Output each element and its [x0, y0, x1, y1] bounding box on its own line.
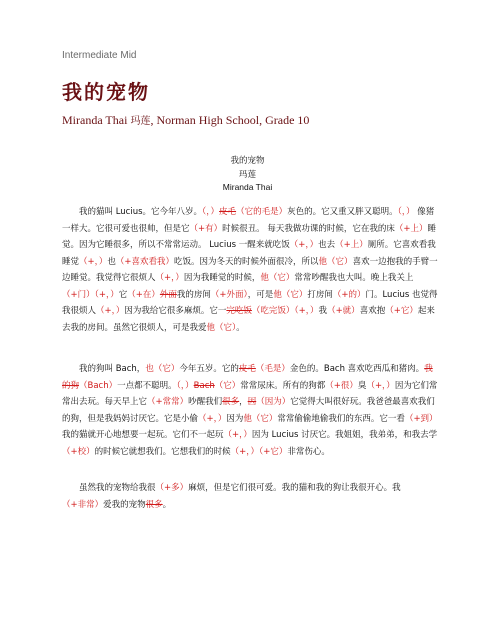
correction-insert: （+喜欢看我） — [115, 256, 175, 267]
essay-text: 它觉得大叫很好玩。我爸爸最喜欢我们的狗，但是我妈妈讨厌它。它是小偷 — [62, 397, 435, 424]
document-title: 我的宠物 — [62, 80, 150, 104]
essay-author-chinese: 玛莲 — [238, 170, 256, 180]
essay-text: 非常伤心。 — [287, 446, 330, 457]
essay-text: 一点都不聪明。 — [117, 380, 177, 391]
essay-text: 的时候它就想我们。它想我们的时候 — [94, 446, 231, 457]
correction-insert: （+常常） — [147, 397, 189, 407]
author-line — [62, 112, 309, 128]
essay-text: 金色的。Bach 喜欢吃西瓜和猪肉。 — [289, 364, 425, 374]
correction-insert: （+上） — [335, 240, 368, 250]
essay-text: 像猪一样大。它很可爱也很帅，但是它 — [62, 207, 435, 234]
paragraph-conclusion — [62, 480, 438, 513]
correction-deleted: 皮毛 — [238, 364, 256, 374]
essay-text: 它 — [118, 289, 128, 300]
essay-title: 我的宠物 — [230, 156, 265, 166]
correction-deleted: 我的狗 — [62, 364, 433, 391]
correction-insert: （+，） — [155, 273, 184, 283]
correction-insert: （，） — [176, 380, 194, 391]
correction-deleted: 很多 — [222, 397, 240, 407]
essay-text: 常常尿床。所有的狗都 — [240, 380, 326, 391]
essay-text: 虽然我的宠物给我很 — [79, 483, 156, 493]
essay-text: ，可是 — [247, 289, 274, 300]
essay-text: 我的猫叫 Lucius。它今年八岁。 — [79, 207, 203, 217]
essay-text: 吃饭。因为冬天的时候外面很冷，所以 — [174, 256, 319, 267]
correction-insert: （+，）（+它） — [230, 446, 288, 457]
correction-deleted: 外面 — [159, 289, 177, 300]
essay-text: 常常吵醒我也大叫。晚上我关上 — [294, 273, 414, 283]
author-name: Miranda Thai — [62, 113, 128, 127]
essay-text: 常常偷偷地偷我们的东西。它一看 — [277, 413, 405, 424]
correction-insert: （吃完饭）（+，） — [251, 306, 319, 316]
correction-insert: 也（它） — [145, 364, 180, 374]
correction-insert: 他（它） — [260, 273, 295, 283]
essay-text: 灰色的。它又重又胖又聪明。 — [287, 207, 398, 217]
correction-insert: （+它） — [385, 306, 418, 316]
correction-insert: 他（它） — [273, 289, 308, 300]
correction-deleted: 完吃饭 — [226, 306, 252, 316]
essay-text: 也 — [107, 256, 116, 267]
essay-text: 因为 — [226, 413, 244, 424]
essay-text: 。 — [236, 322, 245, 333]
correction-insert: （+，） — [223, 430, 252, 440]
essay-text: 我 — [318, 306, 328, 316]
essay-text: 因为它们常常出去玩。每天早上它 — [62, 380, 438, 407]
paragraph-cat — [62, 204, 438, 336]
correction-deleted: 皮毛 — [219, 207, 237, 217]
essay-text: 门。Lucius 也觉得我很烦人 — [62, 289, 438, 316]
essay-text: 今年五岁。它的 — [179, 364, 239, 374]
correction-insert: （+，） — [79, 256, 108, 267]
correction-insert: （+校） — [62, 446, 95, 457]
correction-insert: 他（它） — [206, 322, 237, 333]
essay-author-english: Miranda Thai — [222, 182, 273, 192]
paragraph-dog — [62, 361, 438, 460]
correction-deleted: 很多 — [145, 499, 163, 510]
correction-insert: （+，） — [366, 380, 395, 391]
correction-insert: （+非常） — [62, 499, 104, 510]
correction-insert: （因为） — [256, 397, 291, 407]
essay-text: 吵醒我们 — [188, 397, 223, 407]
correction-insert: （+的） — [332, 289, 366, 300]
correction-insert: （+，） — [289, 240, 319, 250]
correction-insert: （+上） — [394, 223, 428, 234]
essay-text: 我的狗叫 Bach， — [79, 364, 146, 374]
correction-insert: （它） — [214, 380, 241, 391]
correction-insert: （+门）（+，） — [62, 289, 119, 300]
essay-text: 爱我的宠物 — [103, 499, 146, 510]
correction-insert: （Bach） — [79, 380, 118, 391]
essay-text: 打房间 — [307, 289, 333, 300]
author-school: , Norman High School, Grade 10 — [150, 113, 310, 127]
essay-text: 也去 — [318, 240, 336, 250]
correction-insert: （+，） — [198, 413, 227, 424]
correction-deleted: Bach — [193, 380, 215, 391]
essay-text: 喜欢一边抱我的手臂一边睡觉。我觉得它很烦人 — [62, 256, 438, 283]
correction-deleted: 因 — [247, 397, 257, 407]
correction-insert: （+多） — [155, 483, 189, 493]
essay-text: ， — [239, 397, 248, 407]
essay-text: 因为我睡觉的时候， — [183, 273, 261, 283]
essay-text: 厕所。它喜欢看我睡觉 — [62, 240, 436, 267]
essay-text: 时候很丑。 每天我做功课的时候，它在我的床 — [222, 223, 395, 234]
level-label: Intermediate Mid — [62, 50, 137, 61]
essay-text: 睡觉。因为它睡很多，所以不常常运动。 Lucius 一醒来就吃饭 — [62, 223, 436, 250]
essay-text: 。 — [162, 499, 172, 510]
author-chinese-name: 玛莲 — [130, 116, 151, 127]
correction-insert: （，） — [202, 207, 220, 217]
correction-insert: （+在） — [127, 289, 160, 300]
essay-text: 麻烦，但是它们很可爱。我的猫和我的狗让我很开心。我 — [188, 483, 401, 493]
correction-insert: （+到） — [404, 413, 438, 424]
correction-insert: （+很） — [325, 380, 358, 391]
essay-text: 喜欢抱 — [359, 306, 386, 316]
essay-text: 起来去我的房间。虽然它很烦人，可是我爱 — [62, 306, 435, 333]
correction-insert: （+有） — [189, 223, 223, 234]
essay-text: 因为我给它很多麻烦。它一 — [124, 306, 227, 316]
essay-text: 我的房间 — [176, 289, 211, 300]
correction-insert: （，） — [397, 207, 415, 217]
essay-text: 我的猫就开心地想要一起玩。它们不一起玩 — [62, 430, 224, 440]
correction-insert: 他（它） — [243, 413, 278, 424]
correction-insert: （+外面） — [210, 289, 248, 300]
correction-insert: （+，） — [96, 306, 125, 316]
essay-text: 臭 — [357, 380, 367, 391]
correction-insert: （它的毛是） — [236, 207, 288, 217]
correction-insert: （毛是） — [255, 364, 290, 374]
correction-insert: 他（它） — [318, 256, 353, 267]
correction-insert: （+就） — [327, 306, 360, 316]
essay-text: 因为 Lucius 讨厌它。我姐姐，我弟弟，和我去学 — [251, 430, 438, 440]
